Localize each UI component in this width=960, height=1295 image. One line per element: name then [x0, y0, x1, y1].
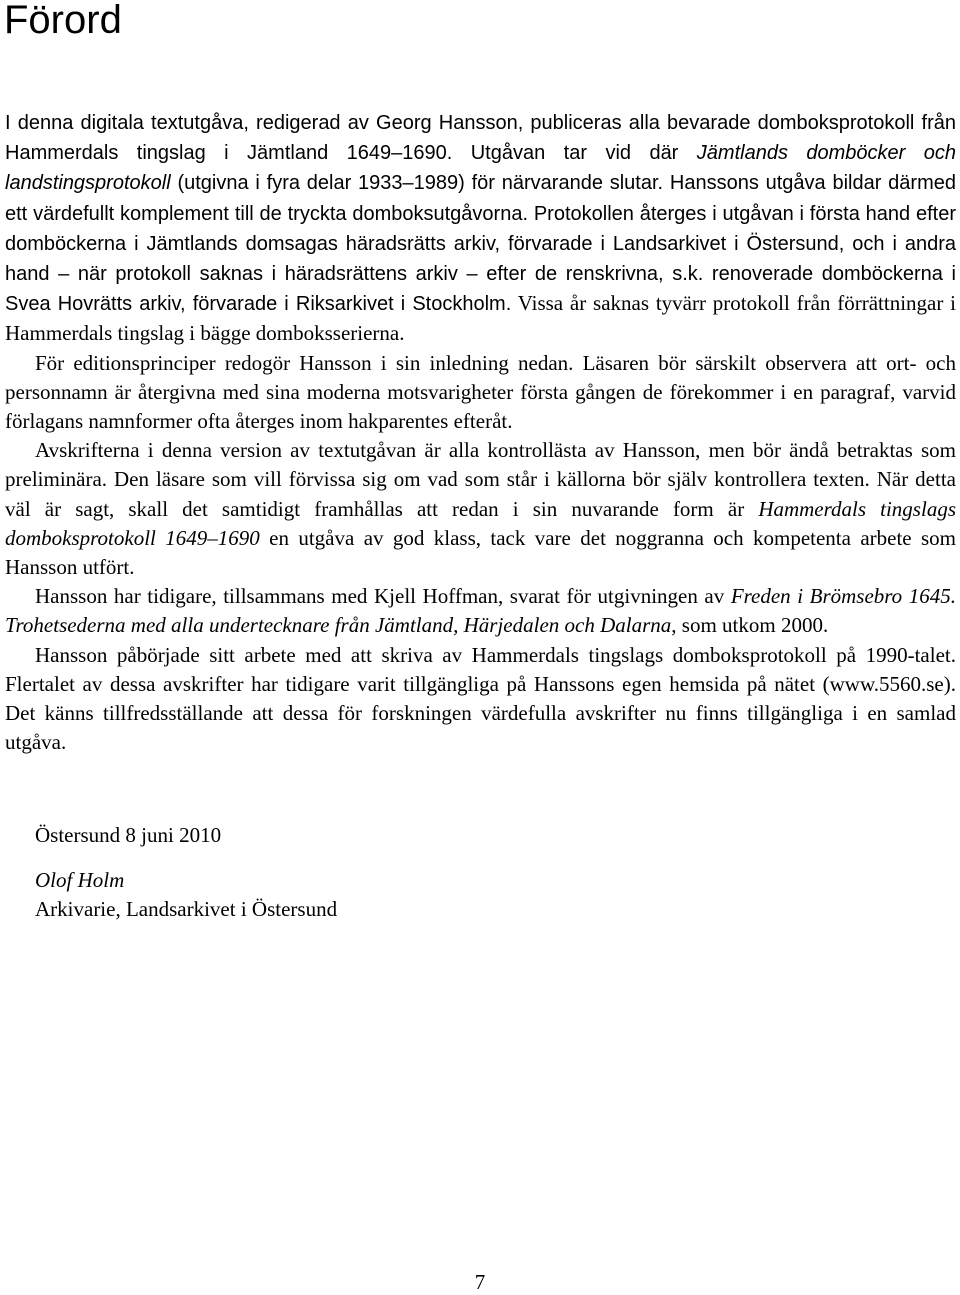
text-segment: Freden i Brömsebro 1645. Trohetsederna med alla undertecknare från Jämtland, Härjedalen och Dalarna — [5, 584, 956, 638]
text-segment: I denna digitala textutgåva, redigerad av Georg Hansson, publiceras alla bevarade domboksprotokoll från Hammerdals tingslag i Jämtland 1649–1690. Utgåvan tar vid där — [5, 112, 956, 165]
text-segment: För editionsprinciper redogör Hansson i sin inledning nedan. Läsaren bör särskilt observera att ort- och personnamn är återgivna med sina moderna motsvarigheter första gången de förekommer i en paragraf, varvid förlagans namnformer ofta återges inom hakparentes efteråt. — [5, 350, 956, 434]
signature-place-date: Östersund 8 juni 2010 — [35, 823, 222, 847]
signature-name — [35, 866, 337, 895]
text-segment: Hansson påbörjade sitt arbete med att skriva av Hammerdals tingslags domboksprotokoll på 1990-talet. Flertalet av dessa avskrifter har tidigare varit tillgängliga på Hanssons egen hemsida på nätet (www.5560.se). Det känns tillfredsställande att dessa för forskningen värdefulla avskrifter nu finns tillgängliga i en samlad utgåva. — [5, 642, 956, 755]
text-segment: Hammerdals tingslags domboksprotokoll 1649–1690 — [5, 496, 956, 550]
text-segment: en utgåva av god klass, tack vare det noggranna och kompetenta arbete som Hansson utfört. — [5, 525, 956, 580]
paragraph — [5, 436, 956, 582]
text-segment: (utgivna i fyra delar 1933–1989) för närvarande slutar. Hanssons utgåva bildar därmed ett värdefullt komplement till de tryckta domboksutgåvorna. — [5, 172, 956, 225]
signature-role: Arkivarie, Landsarkivet i Östersund — [35, 897, 338, 921]
page-title: Förord — [4, 0, 122, 42]
signature-block — [35, 821, 337, 924]
signature-name-text: Olof Holm — [35, 868, 125, 892]
body-text — [5, 108, 956, 757]
text-segment: Avskrifterna i denna version av textutgåvan är alla kontrollästa av Hansson, men bör ändå betraktas som preliminära. Den läsare som vill förvissa sig om vad som står i källorna bör själv kontrollera texten. När detta väl är sagt, skall det samtidigt framhållas att redan i sin nuvarande form är — [5, 438, 956, 521]
text-segment: Hansson har tidigare, tillsammans med Kjell Hoffman, svarat för utgivningen av — [35, 584, 731, 609]
text-segment: Jämtlands domböcker och landstingsprotokoll — [5, 142, 957, 195]
paragraph — [5, 641, 956, 758]
paragraph — [5, 108, 956, 349]
text-segment: Vissa år saknas tyvärr protokoll från förrättningar i Hammerdals tingslag i bägge domboksserierna. — [5, 291, 956, 346]
text-segment: Protokollen återges i utgåvan i första hand efter domböckerna i Jämtlands domsagas häradsrätts arkiv, förvarade i Landsarkivet i Östersund, och i andra hand – när protokoll saknas i häradsrättens arkiv – efter de renskrivna, s.k. renoverade domböckerna i Svea Hovrätts arkiv, förvarade i Riksarkivet i Stockholm. — [5, 202, 956, 316]
text-segment: , som utkom 2000. — [671, 613, 829, 638]
paragraph — [5, 582, 956, 640]
paragraph — [5, 349, 956, 437]
page-number: 7 — [474, 1270, 486, 1294]
